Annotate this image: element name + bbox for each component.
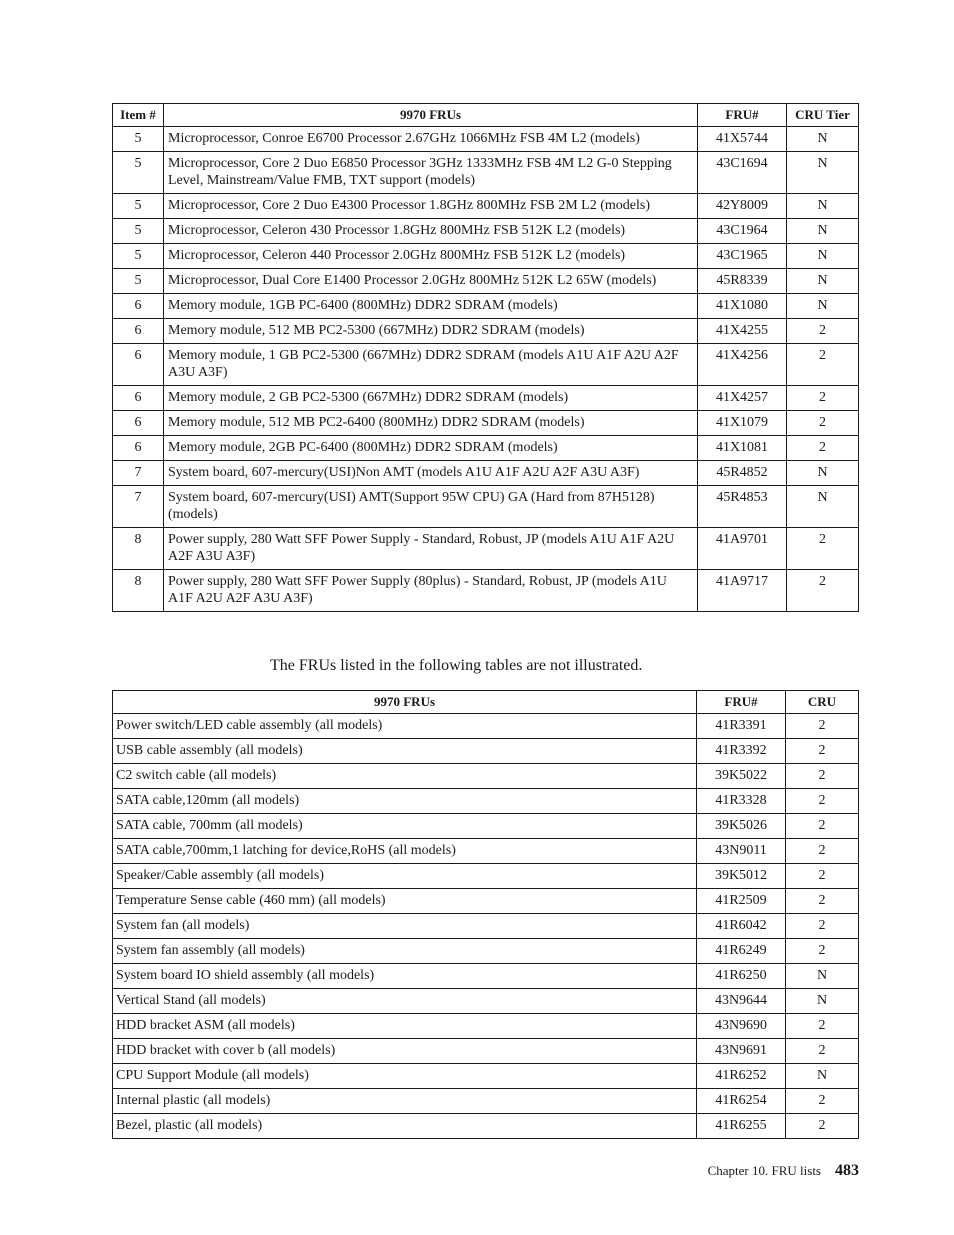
table-row — [113, 219, 859, 244]
cell-fru: 41R6252 — [697, 1064, 786, 1089]
cell-item: 6 — [113, 386, 164, 411]
cell-desc: System fan (all models) — [113, 914, 697, 939]
cell-cru: N — [787, 127, 859, 152]
cell-cru: 2 — [786, 764, 859, 789]
cell-cru: 2 — [786, 789, 859, 814]
cell-fru: 41A9717 — [698, 570, 787, 612]
cell-item: 5 — [113, 269, 164, 294]
header-fru: FRU# — [698, 104, 787, 127]
table-row — [113, 436, 859, 461]
header-cru: CRU Tier — [787, 104, 859, 127]
cell-cru: 2 — [786, 814, 859, 839]
table-body — [113, 714, 859, 1139]
cell-cru: N — [787, 294, 859, 319]
cell-desc: Bezel, plastic (all models) — [113, 1114, 697, 1139]
table-row — [113, 864, 859, 889]
cell-desc: Temperature Sense cable (460 mm) (all models) — [113, 889, 697, 914]
table-row — [113, 764, 859, 789]
cell-cru: 2 — [786, 739, 859, 764]
cell-fru: 41R6250 — [697, 964, 786, 989]
table-row — [113, 814, 859, 839]
table-row — [113, 319, 859, 344]
cell-desc: System board, 607-mercury(USI)Non AMT (models A1U A1F A2U A2F A3U A3F) — [164, 461, 698, 486]
cell-desc: Microprocessor, Celeron 440 Processor 2.0GHz 800MHz FSB 512K L2 (models) — [164, 244, 698, 269]
cell-fru: 43N9690 — [697, 1014, 786, 1039]
table-row — [113, 1039, 859, 1064]
page-footer — [708, 1162, 859, 1180]
cell-fru: 43N9011 — [697, 839, 786, 864]
cell-desc: Microprocessor, Core 2 Duo E6850 Processor 3GHz 1333MHz FSB 4M L2 G-0 Stepping Level, Mainstream/Value FMB, TXT support (models) — [164, 152, 698, 194]
cell-item: 6 — [113, 319, 164, 344]
cell-desc: Memory module, 1GB PC-6400 (800MHz) DDR2 SDRAM (models) — [164, 294, 698, 319]
cell-cru: N — [786, 964, 859, 989]
cell-fru: 41R2509 — [697, 889, 786, 914]
cell-cru: 2 — [787, 436, 859, 461]
cell-cru: 2 — [786, 1114, 859, 1139]
cell-fru: 41X1079 — [698, 411, 787, 436]
table-row — [113, 411, 859, 436]
cell-desc: Microprocessor, Dual Core E1400 Processor 2.0GHz 800MHz 512K L2 65W (models) — [164, 269, 698, 294]
table-row — [113, 127, 859, 152]
cell-fru: 39K5026 — [697, 814, 786, 839]
cell-desc: SATA cable, 700mm (all models) — [113, 814, 697, 839]
cell-fru: 41X1080 — [698, 294, 787, 319]
cell-cru: N — [786, 1064, 859, 1089]
table-row — [113, 739, 859, 764]
cell-desc: Microprocessor, Core 2 Duo E4300 Processor 1.8GHz 800MHz FSB 2M L2 (models) — [164, 194, 698, 219]
cell-cru: 2 — [786, 714, 859, 739]
cell-desc: Memory module, 2GB PC-6400 (800MHz) DDR2 SDRAM (models) — [164, 436, 698, 461]
table-row — [113, 152, 859, 194]
cell-item: 5 — [113, 244, 164, 269]
cell-desc: Memory module, 512 MB PC2-6400 (800MHz) DDR2 SDRAM (models) — [164, 411, 698, 436]
table-row — [113, 714, 859, 739]
table-header-row — [113, 691, 859, 714]
page-number: 483 — [835, 1162, 859, 1179]
cell-item: 5 — [113, 152, 164, 194]
table-body — [113, 127, 859, 612]
cell-cru: N — [787, 461, 859, 486]
cell-cru: 2 — [786, 864, 859, 889]
cell-desc: HDD bracket with cover b (all models) — [113, 1039, 697, 1064]
table-row — [113, 889, 859, 914]
table-row — [113, 344, 859, 386]
cell-fru: 43C1964 — [698, 219, 787, 244]
cell-cru: N — [787, 486, 859, 528]
cell-cru: N — [787, 269, 859, 294]
cell-desc: SATA cable,120mm (all models) — [113, 789, 697, 814]
cell-fru: 41X4256 — [698, 344, 787, 386]
cell-item: 6 — [113, 294, 164, 319]
cell-fru: 42Y8009 — [698, 194, 787, 219]
header-item: Item # — [113, 104, 164, 127]
table-row — [113, 528, 859, 570]
cell-cru: N — [787, 194, 859, 219]
table-header-row — [113, 104, 859, 127]
cell-cru: 2 — [787, 528, 859, 570]
table-row — [113, 964, 859, 989]
header-cru: CRU — [786, 691, 859, 714]
cell-fru: 41R3392 — [697, 739, 786, 764]
cell-item: 6 — [113, 436, 164, 461]
cell-cru: 2 — [787, 386, 859, 411]
table-row — [113, 461, 859, 486]
fru-table-illustrated — [112, 103, 859, 612]
cell-fru: 41X1081 — [698, 436, 787, 461]
table-row — [113, 1014, 859, 1039]
table-row — [113, 1114, 859, 1139]
cell-item: 5 — [113, 194, 164, 219]
header-desc: 9970 FRUs — [164, 104, 698, 127]
cell-cru: 2 — [787, 344, 859, 386]
header-fru: FRU# — [697, 691, 786, 714]
cell-cru: 2 — [786, 1039, 859, 1064]
cell-desc: System fan assembly (all models) — [113, 939, 697, 964]
table-row — [113, 914, 859, 939]
table-row — [113, 1089, 859, 1114]
cell-item: 7 — [113, 461, 164, 486]
cell-desc: C2 switch cable (all models) — [113, 764, 697, 789]
cell-desc: SATA cable,700mm,1 latching for device,RoHS (all models) — [113, 839, 697, 864]
cell-desc: Power supply, 280 Watt SFF Power Supply - Standard, Robust, JP (models A1U A1F A2U A2F A3U A3F) — [164, 528, 698, 570]
table-row — [113, 989, 859, 1014]
cell-fru: 41R3391 — [697, 714, 786, 739]
cell-desc: Memory module, 1 GB PC2-5300 (667MHz) DDR2 SDRAM (models A1U A1F A2U A2F A3U A3F) — [164, 344, 698, 386]
table-row — [113, 789, 859, 814]
table-row — [113, 486, 859, 528]
cell-item: 8 — [113, 528, 164, 570]
cell-item: 6 — [113, 344, 164, 386]
table-row — [113, 194, 859, 219]
cell-desc: HDD bracket ASM (all models) — [113, 1014, 697, 1039]
cell-fru: 41R6254 — [697, 1089, 786, 1114]
cell-desc: Microprocessor, Celeron 430 Processor 1.8GHz 800MHz FSB 512K L2 (models) — [164, 219, 698, 244]
cell-fru: 45R4852 — [698, 461, 787, 486]
cell-desc: Memory module, 2 GB PC2-5300 (667MHz) DDR2 SDRAM (models) — [164, 386, 698, 411]
cell-desc: Power supply, 280 Watt SFF Power Supply (80plus) - Standard, Robust, JP (models A1U A1F A2U A2F A3U A3F) — [164, 570, 698, 612]
cell-fru: 41X4257 — [698, 386, 787, 411]
chapter-label: Chapter 10. FRU lists — [707, 1163, 821, 1178]
cell-fru: 41R6042 — [697, 914, 786, 939]
cell-fru: 43C1965 — [698, 244, 787, 269]
table-row — [113, 1064, 859, 1089]
cell-fru: 41A9701 — [698, 528, 787, 570]
cell-desc: CPU Support Module (all models) — [113, 1064, 697, 1089]
cell-desc: Internal plastic (all models) — [113, 1089, 697, 1114]
cell-fru: 43N9644 — [697, 989, 786, 1014]
cell-desc: System board IO shield assembly (all models) — [113, 964, 697, 989]
cell-item: 5 — [113, 127, 164, 152]
cell-item: 7 — [113, 486, 164, 528]
cell-desc: Power switch/LED cable assembly (all models) — [113, 714, 697, 739]
cell-item: 5 — [113, 219, 164, 244]
table-row — [113, 294, 859, 319]
header-desc: 9970 FRUs — [113, 691, 697, 714]
cell-cru: 2 — [786, 1089, 859, 1114]
fru-table-not-illustrated — [112, 690, 859, 1139]
table-note: The FRUs listed in the following tables are not illustrated. — [270, 657, 643, 674]
cell-cru: 2 — [786, 939, 859, 964]
cell-desc: Memory module, 512 MB PC2-5300 (667MHz) DDR2 SDRAM (models) — [164, 319, 698, 344]
cell-cru: 2 — [786, 914, 859, 939]
cell-cru: N — [787, 219, 859, 244]
cell-fru: 45R4853 — [698, 486, 787, 528]
cell-desc: USB cable assembly (all models) — [113, 739, 697, 764]
cell-fru: 41R6255 — [697, 1114, 786, 1139]
table-row — [113, 839, 859, 864]
cell-fru: 43C1694 — [698, 152, 787, 194]
cell-cru: N — [786, 989, 859, 1014]
cell-desc: Vertical Stand (all models) — [113, 989, 697, 1014]
cell-cru: N — [787, 152, 859, 194]
cell-desc: System board, 607-mercury(USI) AMT(Support 95W CPU) GA (Hard from 87H5128) (models) — [164, 486, 698, 528]
cell-desc: Microprocessor, Conroe E6700 Processor 2.67GHz 1066MHz FSB 4M L2 (models) — [164, 127, 698, 152]
cell-desc: Speaker/Cable assembly (all models) — [113, 864, 697, 889]
cell-item: 6 — [113, 411, 164, 436]
cell-cru: 2 — [786, 839, 859, 864]
table-row — [113, 570, 859, 612]
table-row — [113, 269, 859, 294]
cell-fru: 41X4255 — [698, 319, 787, 344]
cell-fru: 41R6249 — [697, 939, 786, 964]
cell-cru: 2 — [787, 411, 859, 436]
cell-cru: 2 — [787, 319, 859, 344]
cell-fru: 41R3328 — [697, 789, 786, 814]
cell-cru: N — [787, 244, 859, 269]
cell-fru: 39K5022 — [697, 764, 786, 789]
table-row — [113, 939, 859, 964]
cell-item: 8 — [113, 570, 164, 612]
cell-fru: 41X5744 — [698, 127, 787, 152]
table-row — [113, 386, 859, 411]
cell-fru: 45R8339 — [698, 269, 787, 294]
cell-cru: 2 — [786, 1014, 859, 1039]
cell-fru: 39K5012 — [697, 864, 786, 889]
cell-cru: 2 — [787, 570, 859, 612]
cell-fru: 43N9691 — [697, 1039, 786, 1064]
cell-cru: 2 — [786, 889, 859, 914]
table-row — [113, 244, 859, 269]
